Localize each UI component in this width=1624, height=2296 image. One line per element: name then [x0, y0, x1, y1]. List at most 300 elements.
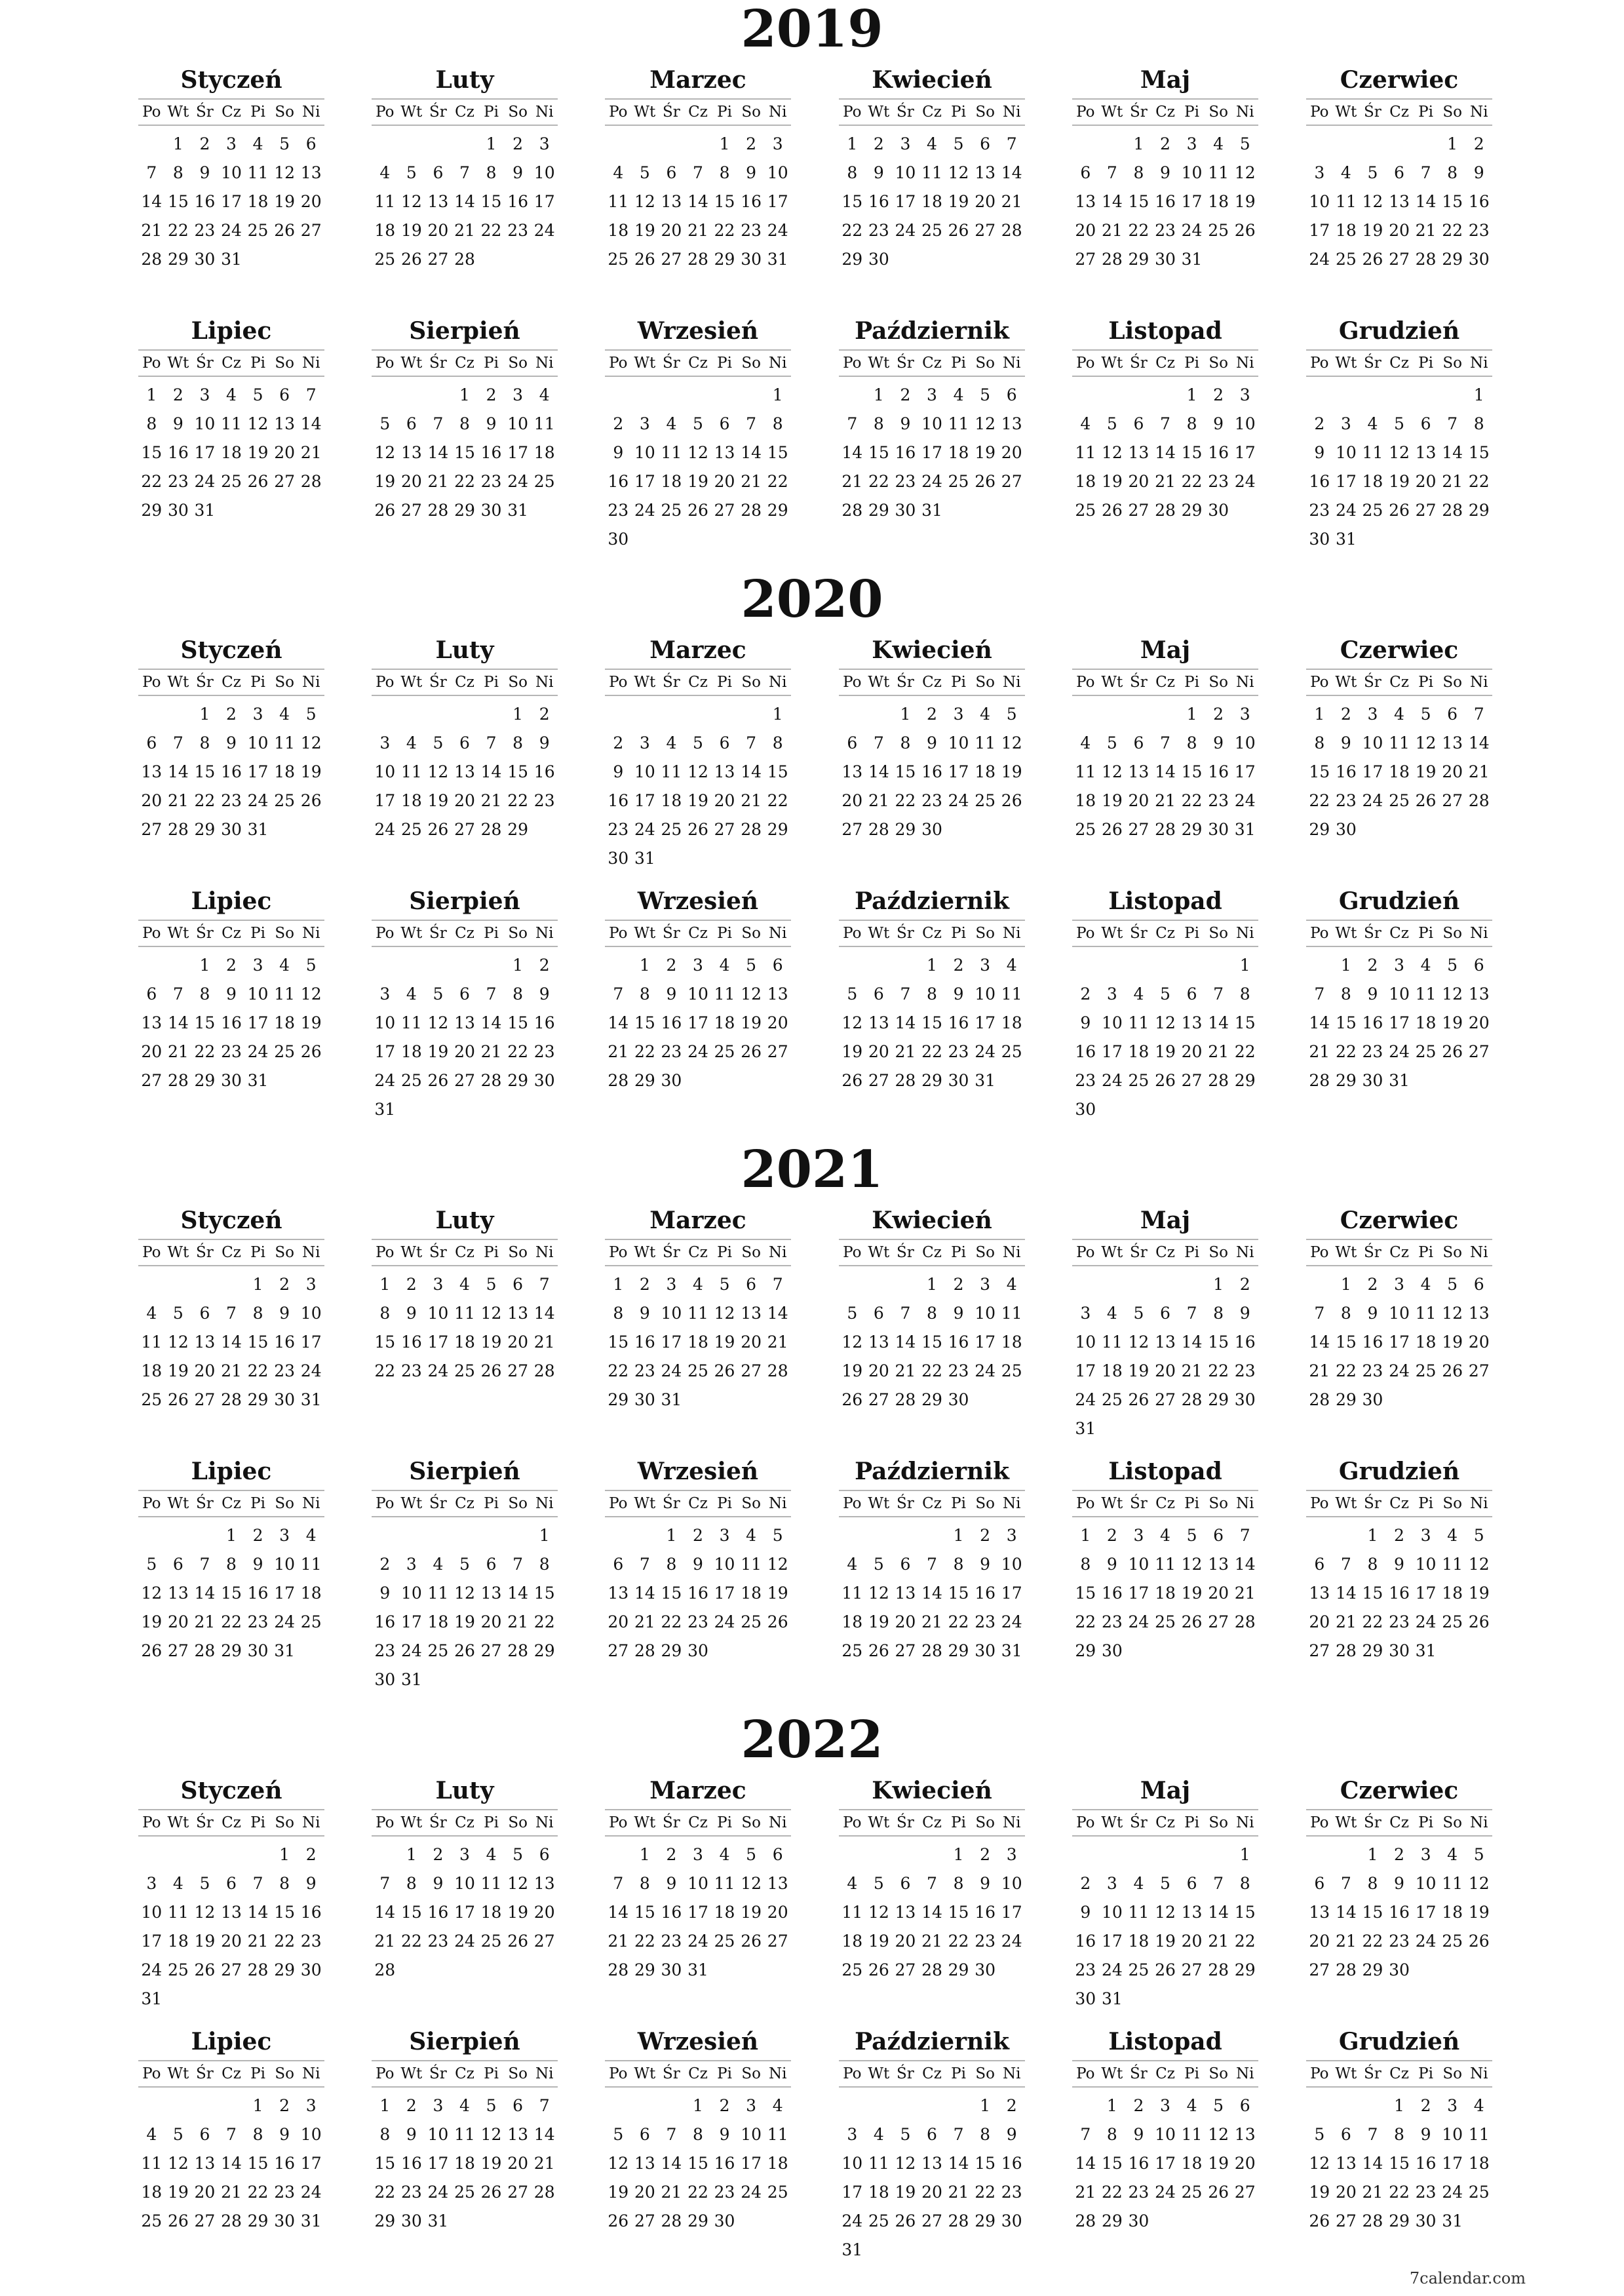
- weekday-label: So: [1442, 925, 1462, 942]
- day-cell: 23: [300, 1932, 322, 1951]
- day-cell: 28: [300, 472, 322, 491]
- day-cell: 18: [1181, 2154, 1203, 2173]
- day-cell: 29: [634, 1960, 655, 1979]
- day-cell: 29: [1128, 250, 1150, 269]
- day-cell: 2: [406, 1275, 417, 1294]
- day-cell: 19: [687, 472, 708, 491]
- day-cell: 30: [921, 820, 942, 839]
- month-row: [0, 2024, 1624, 2260]
- weekday-label: Po: [1310, 1244, 1329, 1261]
- day-cell: 17: [1128, 1584, 1150, 1603]
- day-cell: 15: [841, 192, 863, 211]
- day-cell: 7: [900, 984, 911, 1003]
- day-cell: 2: [1133, 2096, 1144, 2115]
- weekday-label: Śr: [1364, 104, 1382, 121]
- day-cell: 21: [427, 472, 449, 491]
- day-cell: 20: [1389, 221, 1410, 240]
- day-cell: 24: [533, 221, 555, 240]
- weekday-label: So: [508, 1814, 528, 1831]
- day-grid: [1072, 1270, 1258, 1443]
- day-cell: 13: [661, 192, 682, 211]
- weekday-header: [138, 669, 324, 696]
- day-cell: 2: [433, 1845, 444, 1864]
- weekday-header: [1306, 669, 1492, 696]
- day-cell: 21: [1335, 1612, 1357, 1631]
- empty-cell: [1072, 951, 1099, 980]
- weekday-label: Cz: [688, 1244, 708, 1261]
- day-cell: 25: [841, 1960, 863, 1979]
- day-cell: 24: [687, 1932, 708, 1951]
- weekday-label: Cz: [1155, 925, 1175, 942]
- day-cell: 30: [1389, 1960, 1410, 1979]
- day-cell: 6: [512, 1275, 524, 1294]
- day-cell: 1: [1314, 705, 1325, 724]
- weekday-label: Wt: [868, 104, 890, 121]
- weekday-label: Cz: [922, 104, 942, 121]
- day-cell: 30: [741, 250, 762, 269]
- day-cell: 6: [613, 1555, 624, 1574]
- day-cell: 3: [1239, 385, 1250, 404]
- empty-cell: [632, 1521, 659, 1550]
- weekday-label: So: [275, 104, 294, 121]
- month-calendar: [1072, 1773, 1258, 2014]
- day-cell: 19: [868, 1932, 889, 1951]
- day-grid: [1306, 1270, 1492, 1414]
- day-cell: 19: [480, 2154, 502, 2173]
- day-cell: 13: [221, 1903, 242, 1922]
- month-row: [0, 632, 1624, 868]
- day-cell: 9: [1367, 1304, 1378, 1323]
- day-cell: 13: [975, 163, 996, 182]
- month-calendar: [1306, 2024, 1492, 2236]
- day-cell: 27: [868, 1071, 889, 1090]
- day-cell: 21: [533, 2154, 555, 2173]
- day-cell: 7: [953, 2125, 964, 2144]
- day-cell: 9: [1080, 1903, 1091, 1922]
- day-cell: 26: [167, 2211, 189, 2230]
- day-cell: 22: [1335, 1361, 1357, 1380]
- day-cell: 25: [1415, 1042, 1437, 1061]
- empty-cell: [711, 700, 738, 729]
- empty-cell: [165, 2092, 192, 2120]
- month-row: [0, 62, 1624, 298]
- day-cell: 29: [167, 250, 189, 269]
- day-cell: 24: [895, 221, 916, 240]
- day-cell: 1: [539, 1526, 550, 1545]
- day-cell: 2: [639, 1275, 650, 1294]
- day-cell: 27: [400, 501, 422, 520]
- day-cell: 17: [1309, 221, 1330, 240]
- day-cell: 8: [639, 984, 650, 1003]
- weekday-label: Pi: [250, 1814, 265, 1831]
- day-cell: 23: [1075, 1071, 1096, 1090]
- day-cell: 5: [1473, 1526, 1484, 1545]
- day-cell: 11: [454, 1304, 475, 1323]
- day-cell: 19: [1208, 2154, 1229, 2173]
- day-cell: 10: [1001, 1555, 1022, 1574]
- day-cell: 4: [433, 1555, 444, 1574]
- weekday-label: Ni: [301, 1244, 320, 1261]
- weekday-label: Ni: [1235, 104, 1254, 121]
- day-cell: 20: [1181, 1932, 1203, 1951]
- day-cell: 6: [146, 984, 157, 1003]
- day-cell: 24: [714, 1612, 735, 1631]
- day-cell: 22: [167, 221, 189, 240]
- day-cell: 21: [1335, 1932, 1357, 1951]
- weekday-label: So: [1208, 1495, 1228, 1512]
- day-cell: 8: [1186, 414, 1197, 433]
- day-cell: 5: [1314, 2125, 1325, 2144]
- day-cell: 30: [1001, 2211, 1022, 2230]
- day-cell: 5: [1473, 1845, 1484, 1864]
- day-cell: 2: [980, 1526, 991, 1545]
- day-cell: 17: [400, 1612, 422, 1631]
- day-cell: 28: [427, 501, 449, 520]
- day-cell: 19: [714, 1333, 735, 1352]
- month-name: Październik: [855, 2028, 1009, 2055]
- day-cell: 3: [1160, 2096, 1170, 2115]
- day-cell: 3: [1239, 705, 1250, 724]
- day-cell: 29: [895, 820, 916, 839]
- day-cell: 23: [608, 820, 629, 839]
- day-cell: 8: [1314, 733, 1325, 752]
- weekday-label: Pi: [250, 2065, 265, 2082]
- empty-cell: [398, 130, 425, 159]
- day-cell: 15: [687, 2154, 708, 2173]
- weekday-header: [138, 1239, 324, 1266]
- day-cell: 21: [1001, 192, 1022, 211]
- weekday-label: Śr: [663, 1244, 680, 1261]
- day-cell: 23: [374, 1641, 396, 1660]
- day-cell: 15: [1442, 192, 1463, 211]
- empty-cell: [1072, 2092, 1099, 2120]
- month-name: Kwiecień: [872, 636, 992, 664]
- day-cell: 13: [533, 1874, 555, 1893]
- day-cell: 18: [661, 472, 682, 491]
- day-cell: 11: [1208, 163, 1229, 182]
- weekday-header: [1072, 98, 1258, 126]
- day-cell: 20: [608, 1612, 629, 1631]
- weekday-label: Śr: [196, 1814, 214, 1831]
- day-cell: 20: [767, 1013, 788, 1032]
- weekday-label: Ni: [301, 104, 320, 121]
- day-cell: 17: [1101, 1932, 1123, 1951]
- day-cell: 18: [1101, 1361, 1123, 1380]
- day-cell: 5: [486, 2096, 497, 2115]
- day-cell: 25: [1335, 250, 1357, 269]
- weekday-header: [372, 1809, 558, 1837]
- day-cell: 31: [300, 2211, 322, 2230]
- day-cell: 3: [1106, 984, 1117, 1003]
- weekday-label: Śr: [1364, 925, 1382, 942]
- day-cell: 18: [427, 1612, 449, 1631]
- day-cell: 17: [247, 762, 269, 781]
- weekday-label: Wt: [634, 1244, 656, 1261]
- day-cell: 14: [741, 443, 762, 462]
- day-grid: [138, 1521, 324, 1665]
- day-cell: 13: [141, 1013, 163, 1032]
- day-cell: 11: [921, 163, 942, 182]
- weekday-label: Wt: [1101, 1814, 1123, 1831]
- weekday-label: Wt: [634, 1495, 656, 1512]
- weekday-header: [372, 349, 558, 377]
- day-cell: 27: [454, 820, 475, 839]
- month-name: Luty: [435, 66, 494, 94]
- day-cell: 24: [1181, 221, 1203, 240]
- month-calendar: [138, 313, 324, 525]
- day-cell: 29: [1335, 1071, 1357, 1090]
- day-cell: 10: [374, 762, 396, 781]
- day-cell: 13: [1442, 733, 1463, 752]
- day-cell: 24: [975, 1361, 996, 1380]
- weekday-label: Wt: [167, 1244, 189, 1261]
- weekday-label: So: [1208, 355, 1228, 372]
- day-cell: 16: [975, 1584, 996, 1603]
- day-cell: 25: [1415, 1361, 1437, 1380]
- day-cell: 19: [1155, 1932, 1176, 1951]
- day-cell: 20: [921, 2183, 942, 2202]
- day-cell: 6: [873, 1304, 884, 1323]
- weekday-label: Pi: [1184, 925, 1199, 942]
- day-cell: 4: [927, 134, 937, 153]
- day-cell: 19: [687, 791, 708, 810]
- day-cell: 13: [454, 762, 475, 781]
- empty-cell: [138, 700, 165, 729]
- day-cell: 3: [639, 733, 650, 752]
- day-cell: 9: [305, 1874, 317, 1893]
- day-cell: 23: [975, 1932, 996, 1951]
- day-cell: 13: [1335, 2154, 1357, 2173]
- empty-cell: [866, 1270, 893, 1299]
- weekday-label: Ni: [301, 1814, 320, 1831]
- month-calendar: [372, 632, 558, 844]
- weekday-label: Śr: [429, 2065, 447, 2082]
- day-cell: 29: [975, 2211, 996, 2230]
- month-calendar: [1072, 2024, 1258, 2236]
- day-cell: 23: [1362, 1042, 1383, 1061]
- day-cell: 26: [374, 501, 396, 520]
- day-cell: 18: [687, 1333, 708, 1352]
- empty-cell: [945, 2092, 972, 2120]
- weekday-label: Wt: [400, 355, 423, 372]
- month-name: Maj: [1140, 66, 1191, 94]
- empty-cell: [1072, 130, 1099, 159]
- weekday-label: Ni: [535, 674, 554, 691]
- day-cell: 20: [1128, 472, 1150, 491]
- day-grid: [839, 130, 1025, 274]
- weekday-label: Po: [609, 355, 628, 372]
- day-cell: 5: [980, 385, 991, 404]
- empty-cell: [425, 700, 452, 729]
- day-cell: 16: [1075, 1042, 1096, 1061]
- day-cell: 16: [533, 1013, 555, 1032]
- month-name: Grudzień: [1338, 1458, 1460, 1485]
- day-grid: [605, 2092, 791, 2236]
- empty-cell: [372, 130, 398, 159]
- day-cell: 2: [1340, 705, 1351, 724]
- day-cell: 21: [767, 1333, 788, 1352]
- weekday-header: [138, 98, 324, 126]
- day-cell: 20: [1075, 221, 1096, 240]
- day-cell: 18: [247, 192, 269, 211]
- weekday-label: Po: [376, 1244, 395, 1261]
- day-cell: 21: [1442, 472, 1463, 491]
- day-cell: 14: [661, 2154, 682, 2173]
- day-cell: 14: [221, 2154, 242, 2173]
- weekday-label: So: [1442, 1244, 1462, 1261]
- day-cell: 20: [480, 1612, 502, 1631]
- day-cell: 22: [767, 472, 788, 491]
- day-cell: 8: [1239, 984, 1250, 1003]
- day-cell: 30: [1309, 530, 1330, 549]
- day-cell: 14: [1309, 1333, 1330, 1352]
- day-cell: 25: [1001, 1361, 1022, 1380]
- day-cell: 18: [480, 1903, 502, 1922]
- day-grid: [1072, 381, 1258, 525]
- empty-cell: [892, 2092, 919, 2120]
- day-cell: 29: [868, 501, 889, 520]
- weekday-label: Cz: [1155, 674, 1175, 691]
- day-cell: 9: [1314, 443, 1325, 462]
- weekday-label: Cz: [1389, 104, 1409, 121]
- day-cell: 7: [1473, 705, 1484, 724]
- weekday-label: Śr: [1130, 674, 1148, 691]
- day-cell: 1: [1340, 1275, 1351, 1294]
- day-cell: 25: [1389, 791, 1410, 810]
- day-cell: 23: [1075, 1960, 1096, 1979]
- day-cell: 5: [613, 2125, 624, 2144]
- day-cell: 22: [194, 791, 216, 810]
- empty-cell: [138, 1840, 165, 1869]
- empty-cell: [452, 951, 478, 980]
- weekday-label: Śr: [1364, 674, 1382, 691]
- day-cell: 27: [1181, 1960, 1203, 1979]
- day-cell: 19: [300, 762, 322, 781]
- day-cell: 21: [841, 472, 863, 491]
- day-cell: 9: [613, 762, 624, 781]
- day-cell: 27: [1468, 1361, 1490, 1380]
- day-cell: 15: [221, 1584, 242, 1603]
- day-cell: 5: [379, 414, 391, 433]
- weekday-label: Śr: [196, 1495, 214, 1512]
- day-grid: [1306, 951, 1492, 1095]
- day-cell: 16: [300, 1903, 322, 1922]
- day-cell: 17: [1389, 1013, 1410, 1032]
- day-cell: 8: [279, 1874, 290, 1893]
- day-cell: 16: [247, 1584, 269, 1603]
- weekday-header: [372, 98, 558, 126]
- day-cell: 15: [895, 762, 916, 781]
- day-cell: 3: [980, 956, 991, 975]
- day-cell: 11: [1389, 733, 1410, 752]
- day-cell: 8: [406, 1874, 417, 1893]
- day-cell: 25: [1155, 1612, 1176, 1631]
- day-cell: 12: [300, 733, 322, 752]
- weekday-label: So: [1208, 925, 1228, 942]
- day-cell: 5: [1160, 1874, 1170, 1893]
- weekday-label: Cz: [922, 1495, 942, 1512]
- day-cell: 24: [661, 1361, 682, 1380]
- day-cell: 11: [427, 1584, 449, 1603]
- day-grid: [138, 700, 324, 844]
- month-name: Kwiecień: [872, 66, 992, 94]
- weekday-label: So: [975, 2065, 995, 2082]
- empty-cell: [1125, 700, 1152, 729]
- day-cell: 10: [247, 984, 269, 1003]
- day-cell: 12: [1128, 1333, 1150, 1352]
- weekday-label: So: [1208, 1814, 1228, 1831]
- day-cell: 26: [634, 250, 655, 269]
- weekday-label: Cz: [455, 1495, 474, 1512]
- day-cell: 2: [1213, 385, 1224, 404]
- day-cell: 25: [841, 1641, 863, 1660]
- day-cell: 17: [1362, 762, 1383, 781]
- weekday-label: So: [975, 1814, 995, 1831]
- day-cell: 9: [693, 1555, 703, 1574]
- day-cell: 26: [1442, 1361, 1463, 1380]
- empty-cell: [1412, 381, 1439, 410]
- day-cell: 18: [1075, 791, 1096, 810]
- day-cell: 17: [427, 1333, 449, 1352]
- day-cell: 14: [1208, 1013, 1229, 1032]
- day-cell: 22: [921, 1361, 942, 1380]
- day-cell: 30: [167, 501, 189, 520]
- day-cell: 3: [847, 2125, 858, 2144]
- empty-cell: [605, 700, 632, 729]
- weekday-label: Po: [843, 674, 862, 691]
- day-cell: 9: [873, 163, 884, 182]
- day-cell: 26: [480, 2183, 502, 2202]
- weekday-label: Po: [1076, 1244, 1095, 1261]
- month-name: Maj: [1140, 1207, 1191, 1234]
- day-cell: 12: [868, 1584, 889, 1603]
- day-cell: 22: [634, 1932, 655, 1951]
- day-cell: 22: [1181, 472, 1203, 491]
- day-cell: 31: [921, 501, 942, 520]
- day-cell: 28: [480, 820, 502, 839]
- day-cell: 1: [693, 2096, 703, 2115]
- day-cell: 27: [741, 1361, 762, 1380]
- day-cell: 2: [693, 1526, 703, 1545]
- day-cell: 9: [639, 1304, 650, 1323]
- day-cell: 28: [1468, 791, 1490, 810]
- day-cell: 23: [634, 1361, 655, 1380]
- day-cell: 13: [1309, 1584, 1330, 1603]
- day-cell: 18: [661, 791, 682, 810]
- weekday-label: Śr: [1130, 355, 1148, 372]
- day-cell: 11: [841, 1903, 863, 1922]
- day-cell: 2: [1367, 956, 1378, 975]
- day-cell: 9: [613, 443, 624, 462]
- day-cell: 15: [1208, 1333, 1229, 1352]
- day-cell: 9: [539, 733, 550, 752]
- day-cell: 11: [741, 1555, 762, 1574]
- month-calendar: [1306, 632, 1492, 844]
- day-cell: 28: [167, 820, 189, 839]
- weekday-label: Śr: [1364, 1814, 1382, 1831]
- day-cell: 6: [719, 414, 730, 433]
- day-cell: 4: [459, 1275, 470, 1294]
- day-cell: 27: [895, 1960, 916, 1979]
- day-cell: 10: [1415, 1555, 1437, 1574]
- day-cell: 16: [1208, 443, 1229, 462]
- day-cell: 10: [767, 163, 788, 182]
- day-cell: 14: [1468, 733, 1490, 752]
- day-cell: 27: [300, 221, 322, 240]
- day-cell: 11: [274, 984, 296, 1003]
- day-cell: 20: [1309, 1612, 1330, 1631]
- day-cell: 9: [1394, 1555, 1404, 1574]
